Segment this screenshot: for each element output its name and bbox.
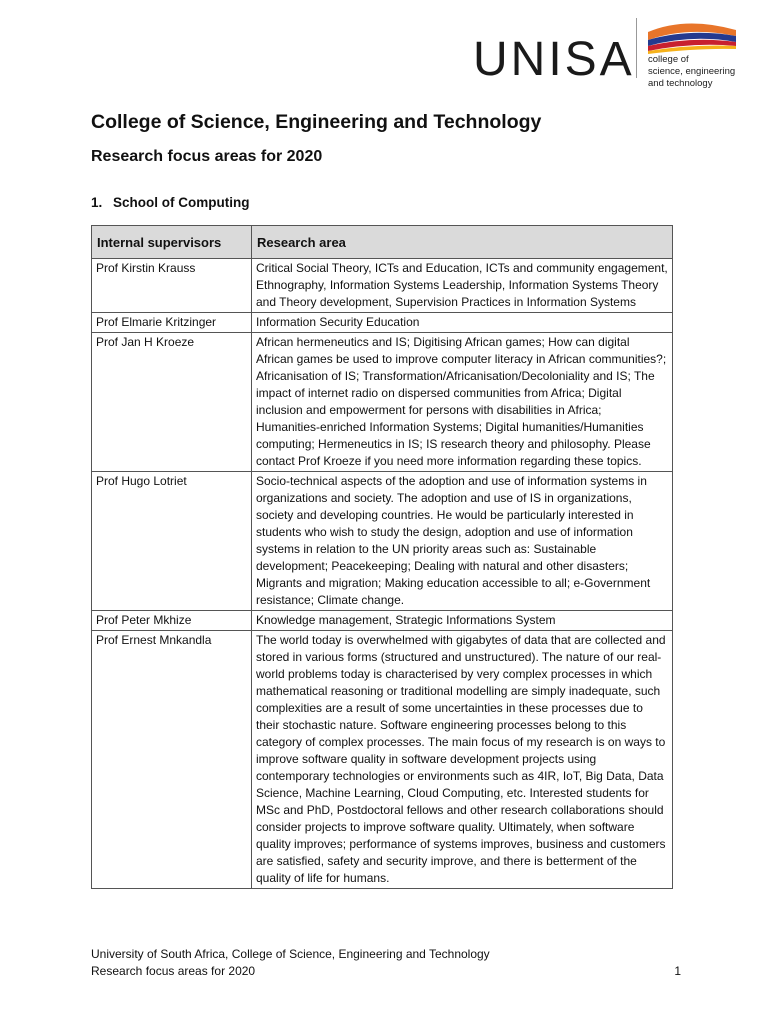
- logo-swoosh-icon: [646, 18, 738, 54]
- supervisor-cell: Prof Elmarie Kritzinger: [92, 313, 252, 333]
- research-area-cell: Critical Social Theory, ICTs and Education, ICTs and community engagement, Ethnography, Information Systems Leadership, Information Systems Theory and Theory development, Supervision Practices in Information Systems: [252, 259, 673, 313]
- supervisor-cell: Prof Kirstin Krauss: [92, 259, 252, 313]
- research-area-cell: The world today is overwhelmed with gigabytes of data that are collected and stored in various forms (structured and unstructured). The nature of our real-world problems today is characterised by very complex processes in which mathematical reasoning or traditional modelling are simply inadequate, such complexities are a result of some uncertainties in these processes due to their stochastic nature. Software engineering processes belong to this category of complex processes. The main focus of my research is on ways to improve software quality in software development projects using contemporary technologies or environments such as 4IR, IoT, Big Data, Data Science, Machine Learning, Cloud Computing, etc. Interested students for MSc and PhD, Postdoctoral fellows and other research collaborations should consider projects to improve software quality. Ultimately, when software quality improves; performance of systems improves, business and customers are satisfied, safety and security improve, and there is betterment of the quality of life for humans.: [252, 631, 673, 889]
- section-title: School of Computing: [113, 195, 250, 210]
- logo-sub-line: and technology: [648, 78, 713, 89]
- document-subtitle: Research focus areas for 2020: [91, 148, 323, 165]
- section-heading: [91, 195, 249, 210]
- logo-sub-line: science, engineering: [648, 66, 736, 77]
- column-header-research-area: Research area: [252, 226, 673, 259]
- research-area-cell: African hermeneutics and IS; Digitising African games; How can digital African games be used to improve computer literacy in African communities?; Africanisation of IS; Transformation/Africanisation/Decoloniality and IS; The impact of internet radio on dispersed communities from Africa; Digital inclusion and empowerment for persons with disabilities in Africa; Humanities-enriched Information Systems; Digital humanities/Humanities computing; Hermeneutics in IS; IS research theory and philosophy. Please contact Prof Kroeze if you need more information regarding these topics.: [252, 333, 673, 472]
- page-footer: [91, 946, 681, 980]
- table-row: [92, 259, 673, 313]
- research-area-cell: Knowledge management, Strategic Informations System: [252, 611, 673, 631]
- table-row: [92, 472, 673, 611]
- research-area-cell: Socio-technical aspects of the adoption and use of information systems in organizations and society. The adoption and use of IS in organizations, society and developing countries. He would be particularly interested in students who wish to study the design, adoption and use of information systems in relation to the UN priority areas such as: Sustainable development; Peacekeeping; Dealing with natural and other disasters; Migrants and migration; Making education accessible to all; e-Government resistance; Climate change.: [252, 472, 673, 611]
- column-header-supervisors: Internal supervisors: [92, 226, 252, 259]
- document-title: College of Science, Engineering and Technology: [91, 111, 542, 133]
- unisa-logo: [470, 16, 750, 89]
- logo-divider: [636, 18, 637, 78]
- table-row: [92, 631, 673, 889]
- supervisor-cell: Prof Peter Mkhize: [92, 611, 252, 631]
- supervisor-cell: Prof Ernest Mnkandla: [92, 631, 252, 889]
- table-header-row: [92, 226, 673, 259]
- research-area-cell: Information Security Education: [252, 313, 673, 333]
- table-row: [92, 313, 673, 333]
- footer-institution: University of South Africa, College of Science, Engineering and Technology: [91, 947, 490, 961]
- logo-college-name: [648, 54, 758, 90]
- section-number: 1.: [91, 195, 103, 210]
- table-row: [92, 611, 673, 631]
- logo-wordmark: UNISA: [473, 33, 635, 86]
- supervisor-cell: Prof Hugo Lotriet: [92, 472, 252, 611]
- page-number: 1: [674, 964, 681, 978]
- supervisor-cell: Prof Jan H Kroeze: [92, 333, 252, 472]
- footer-doc-title: Research focus areas for 2020: [91, 964, 256, 978]
- table-row: [92, 333, 673, 472]
- research-areas-table: [91, 225, 673, 889]
- logo-sub-line: college of: [648, 54, 689, 65]
